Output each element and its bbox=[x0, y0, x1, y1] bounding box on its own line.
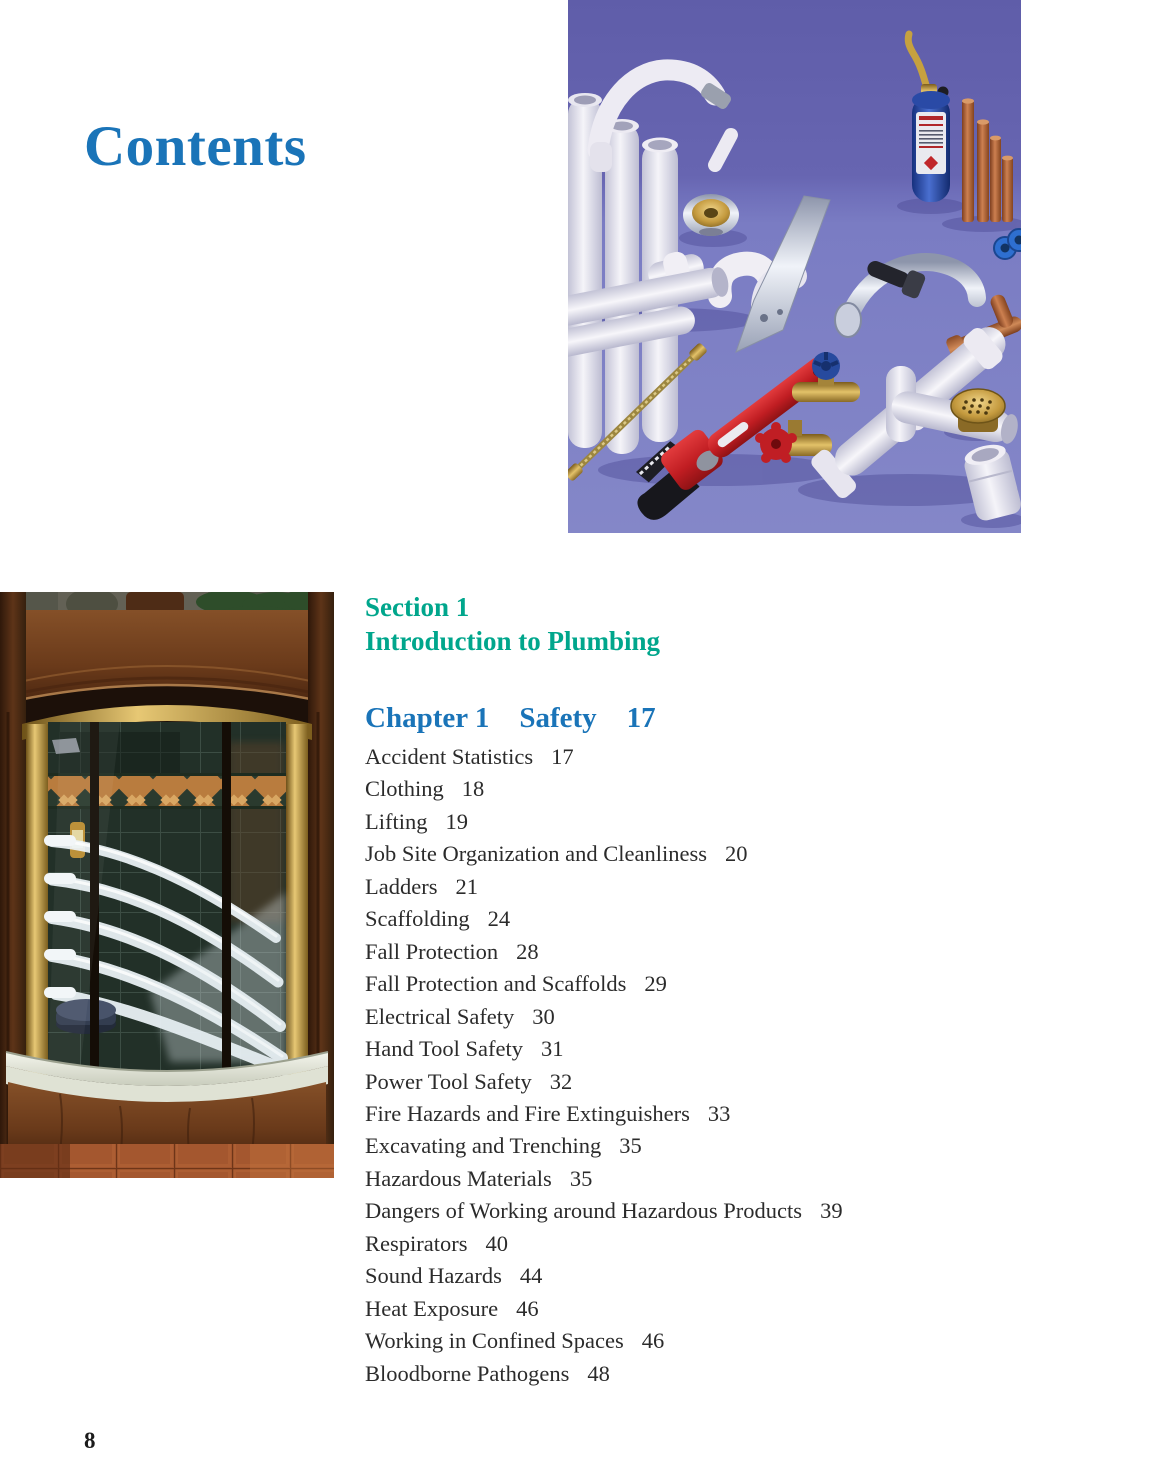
toc-entry: Power Tool Safety 32 bbox=[365, 1068, 573, 1094]
toc-entry: Hazardous Materials 35 bbox=[365, 1165, 593, 1191]
toc-entry: Sound Hazards 44 bbox=[365, 1263, 543, 1289]
toc-entry: Working in Confined Spaces 46 bbox=[365, 1328, 665, 1354]
table-of-contents bbox=[365, 590, 985, 1390]
toc-entry: Job Site Organization and Cleanliness 20 bbox=[365, 841, 748, 867]
toc-entry: Lifting 19 bbox=[365, 808, 468, 834]
toc-entry: Clothing 18 bbox=[365, 776, 485, 802]
toc-entry: Bloodborne Pathogens 48 bbox=[365, 1360, 610, 1386]
toc-entry: Heat Exposure 46 bbox=[365, 1295, 539, 1321]
floor-drain bbox=[951, 389, 1005, 432]
toc-entry: Fire Hazards and Fire Extinguishers 33 bbox=[365, 1100, 731, 1126]
sink-strainer bbox=[683, 194, 739, 236]
toc-entry-list bbox=[365, 741, 985, 1390]
toc-entry: Fall Protection and Scaffolds 29 bbox=[365, 971, 667, 997]
chapter-page-number: 17 bbox=[626, 702, 656, 734]
section-label: Section 1 bbox=[365, 592, 470, 622]
toc-entry: Hand Tool Safety 31 bbox=[365, 1036, 564, 1062]
shower-photo bbox=[0, 592, 334, 1178]
chapter-label: Chapter 1 bbox=[365, 702, 490, 734]
toc-entry: Excavating and Trenching 35 bbox=[365, 1133, 642, 1159]
shower-glass bbox=[44, 722, 286, 1070]
toc-entry: Electrical Safety 30 bbox=[365, 1003, 555, 1029]
folio-page-number: 8 bbox=[84, 1428, 96, 1453]
toc-entry: Dangers of Working around Hazardous Products 39 bbox=[365, 1198, 843, 1224]
toc-entry: Scaffolding 24 bbox=[365, 906, 511, 932]
chapter-title: Safety bbox=[519, 702, 597, 734]
page-title: Contents bbox=[84, 115, 307, 178]
section-heading bbox=[365, 590, 985, 658]
toc-entry: Respirators 40 bbox=[365, 1230, 508, 1256]
toc-entry: Accident Statistics 17 bbox=[365, 744, 574, 769]
toc-entry: Ladders 21 bbox=[365, 873, 478, 899]
section-title: Introduction to Plumbing bbox=[365, 626, 661, 656]
plumbing-tools-photo bbox=[568, 0, 1021, 533]
chapter-heading bbox=[365, 700, 985, 736]
toc-entry: Fall Protection 28 bbox=[365, 938, 539, 964]
